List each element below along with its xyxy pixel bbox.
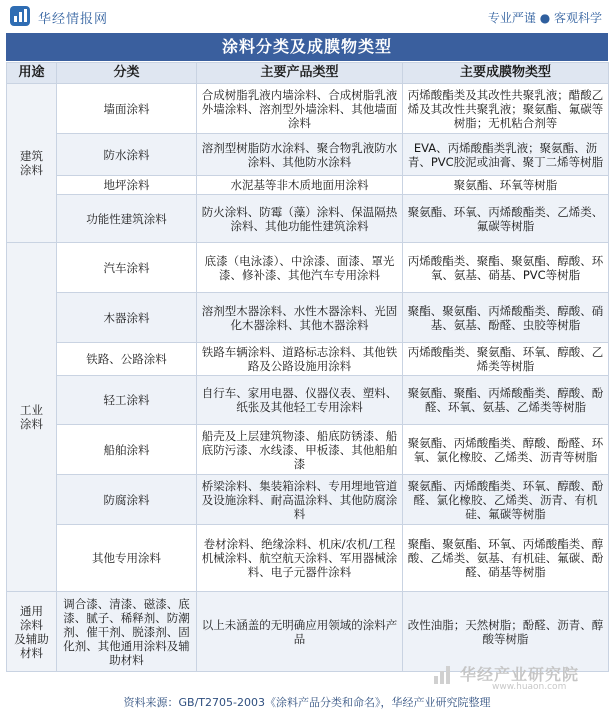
category-cell: 轻工涂料 (57, 376, 197, 425)
watermark (432, 662, 602, 694)
table-row (7, 176, 609, 195)
category-cell: 其他专用涂料 (57, 525, 197, 592)
product-cell: 防火涂料、防霉（藻）涂料、保温隔热涂料、其他功能性建筑涂料 (197, 195, 403, 243)
product-cell: 底漆（电泳漆）、中涂漆、面漆、罩光漆、修补漆、其他汽车专用涂料 (197, 243, 403, 293)
category-cell: 木器涂料 (57, 293, 197, 343)
film-material-cell: 聚酯、聚氨酯、丙烯酸酯类、醇酸、硝基、氨基、酚醛、虫胶等树脂 (403, 293, 609, 343)
category-cell: 功能性建筑涂料 (57, 195, 197, 243)
product-cell: 铁路车辆涂料、道路标志涂料、其他铁路及公路设施用涂料 (197, 343, 403, 376)
film-material-cell: 聚氨酯、丙烯酸酯类、醇酸、酚醛、环氧、氯化橡胶、乙烯类、沥青等树脂 (403, 425, 609, 475)
table-title: 涂料分类及成膜物类型 (6, 33, 608, 61)
product-cell: 溶剂型树脂防水涂料、聚合物乳液防水涂料、其他防水涂料 (197, 134, 403, 176)
table-row (7, 475, 609, 525)
film-material-cell: 聚氨酯、聚酯、丙烯酸酯类、醇酸、酚醛、环氧、氨基、乙烯类等树脂 (403, 376, 609, 425)
category-cell: 调合漆、清漆、磁漆、底漆、腻子、稀释剂、防潮剂、催干剂、脱漆剂、固化剂、其他通用涂料及辅助材料 (57, 592, 197, 672)
use-cell: 工业 涂料 (7, 243, 57, 592)
source-note: 资料来源：GB/T2705-2003《涂料产品分类和命名》，华经产业研究院整理 (123, 696, 491, 709)
table-row (7, 525, 609, 592)
table-row (7, 134, 609, 176)
film-material-cell: EVA、丙烯酸酯类乳液；聚氨酯、沥青、PVC胶泥或油膏、聚丁二烯等树脂 (403, 134, 609, 176)
film-material-cell: 丙烯酸酯类、聚酯、聚氨酯、醇酸、环氧、氨基、硝基、PVC等树脂 (403, 243, 609, 293)
table-row (7, 293, 609, 343)
category-cell: 防腐涂料 (57, 475, 197, 525)
table-row (7, 195, 609, 243)
product-cell: 以上未涵盖的无明确应用领域的涂料产品 (197, 592, 403, 672)
category-cell: 防水涂料 (57, 134, 197, 176)
top-bar (0, 0, 614, 32)
table-body (7, 84, 609, 672)
product-cell: 卷材涂料、绝缘涂料、机床/农机/工程机械涂料、航空航天涂料、军用器械涂料、电子元器件涂料 (197, 525, 403, 592)
column-header: 主要产品类型 (197, 63, 403, 84)
use-cell: 通用 涂料 及辅助 材料 (7, 592, 57, 672)
film-material-cell: 改性油脂；天然树脂；酚醛、沥青、醇酸等树脂 (403, 592, 609, 672)
watermark-logo-icon (432, 664, 454, 686)
product-cell: 自行车、家用电器、仪器仪表、塑料、纸张及其他轻工专用涂料 (197, 376, 403, 425)
category-cell: 地坪涂料 (57, 176, 197, 195)
product-cell: 溶剂型木器涂料、水性木器涂料、光固化木器涂料、其他木器涂料 (197, 293, 403, 343)
coating-table (6, 62, 609, 672)
film-material-cell: 聚氨酯、环氧、丙烯酸酯类、乙烯类、氟碳等树脂 (403, 195, 609, 243)
product-cell: 水泥基等非木质地面用涂料 (197, 176, 403, 195)
category-cell: 船舶涂料 (57, 425, 197, 475)
column-header: 主要成膜物类型 (403, 63, 609, 84)
category-cell: 汽车涂料 (57, 243, 197, 293)
column-header: 分类 (57, 63, 197, 84)
table-row (7, 425, 609, 475)
film-material-cell: 聚氨酯、丙烯酸酯类、环氧、醇酸、酚醛、氯化橡胶、乙烯类、沥青、有机硅、氟碳等树脂 (403, 475, 609, 525)
film-material-cell: 聚酯、聚氨酯、环氧、丙烯酸酯类、醇酸、乙烯类、氨基、有机硅、氟碳、酚醛、硝基等树脂 (403, 525, 609, 592)
table-row (7, 376, 609, 425)
film-material-cell: 丙烯酸酯类、聚氨酯、环氧、醇酸、乙烯类等树脂 (403, 343, 609, 376)
column-header: 用途 (7, 63, 57, 84)
film-material-cell: 聚氨酯、环氧等树脂 (403, 176, 609, 195)
product-cell: 桥梁涂料、集装箱涂料、专用埋地管道及设施涂料、耐高温涂料、其他防腐涂料 (197, 475, 403, 525)
watermark-url: www.huaon.com (492, 682, 567, 692)
table-row (7, 243, 609, 293)
table-row (7, 592, 609, 672)
slogan: 专业严谨 ● 客观科学 (487, 11, 602, 25)
film-material-cell: 丙烯酸酯类及其改性共聚乳液；醋酸乙烯及其改性共聚乳液；聚氨酯、氟碳等树脂；无机粘合剂等 (403, 84, 609, 134)
product-cell: 合成树脂乳液内墙涂料、合成树脂乳液外墙涂料、溶剂型外墙涂料、其他墙面涂料 (197, 84, 403, 134)
header-row (7, 63, 609, 84)
brand-logo-icon (10, 6, 30, 26)
product-cell: 船壳及上层建筑物漆、船底防锈漆、船底防污漆、水线漆、甲板漆、其他船舶漆 (197, 425, 403, 475)
category-cell: 墙面涂料 (57, 84, 197, 134)
brand-name: 华经情报网 (38, 12, 109, 27)
category-cell: 铁路、公路涂料 (57, 343, 197, 376)
table-row (7, 343, 609, 376)
table-row (7, 84, 609, 134)
use-cell: 建筑 涂料 (7, 84, 57, 243)
watermark-name: 华经产业研究院 (460, 665, 580, 684)
